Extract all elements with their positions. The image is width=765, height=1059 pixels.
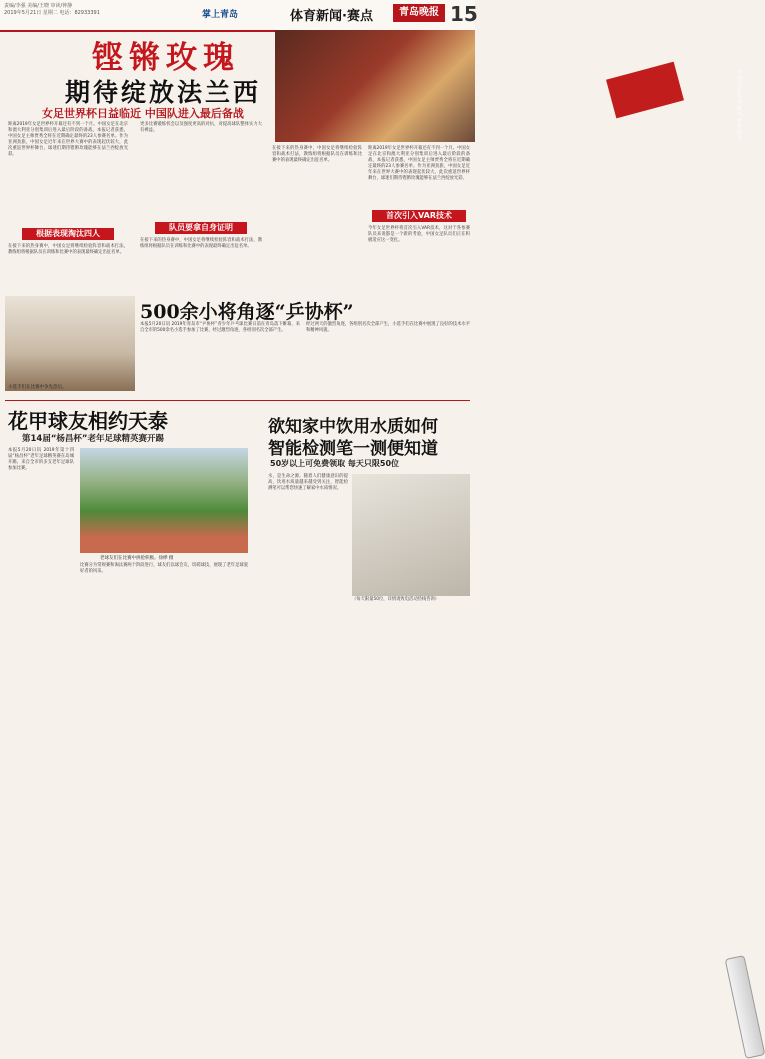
subtitle-water: 50岁以上可免费领取 每天只限50位 — [270, 459, 400, 468]
edition-line: 责编/李强 美编/王晓 审读/钟静 — [4, 3, 73, 9]
article1-col4: 距离2019年女足世界杯开幕还有不到一个月。中国女足在北京和澳大利亚分别集训后进入最后阶段的备战，本报记者获悉，中国女足主帅贾秀全将在近期确定最终的23人参赛名单。作为亚洲劲旅，中国女足近年来在世界大赛中的表现起伏较大，此次重返世界杯舞台，球迷们期待铿锵玫瑰能够在法兰西绽放光彩。 — [368, 146, 470, 182]
subtitle-senior-football: 第14届“杨昌杯”老年足球精英赛开踢 — [22, 434, 165, 444]
article1-col3: 在接下来的热身赛中，中国女足将继续检验阵容和战术打法，教练组将根据队员在训练和比赛中的表现最终确定出征名单。 — [272, 146, 362, 164]
headline-table-tennis: 500余小将角逐“乒协杯” — [140, 301, 354, 323]
table-tennis-photo — [5, 296, 135, 391]
page-number: 15 — [450, 2, 478, 26]
headline-water-line2: 智能检测笔一测便知道 — [268, 439, 438, 459]
article2-col2: 经过两天的激烈角逐，各组别名次全部产生，小选手们在比赛中展现了良好的技术水平和精神风貌。 — [306, 322, 470, 334]
photo-caption-2: 小选手们在比赛中争先恐后。 — [8, 385, 67, 390]
article1-col4b: 今年女足世界杯将首次引入VAR技术，这对于各参赛队员来说都是一个新的考验，中国女足队员们正在积极适应这一变化。 — [368, 226, 470, 244]
senior-football-photo — [80, 448, 248, 553]
article3-col2: 比赛分为常规赛和淘汰赛两个阶段进行，球友们以球会友，切磋球技，展现了老年足球爱好者的风采。 — [80, 563, 248, 575]
article4-col1: 水，是生命之源。随着人们健康意识的提高，饮用水质量越来越受到关注，智能检测笔可以帮您快速了解家中水质情况。 — [268, 474, 348, 492]
article1-col2: 更多比赛锻炼机会以及强度更高的对抗，对提高球队整体实力大有裨益。 — [140, 122, 262, 134]
subhead-3: 首次引入VAR技术 — [372, 210, 466, 222]
section-title: 体育新闻·赛点 — [290, 9, 373, 24]
photo-caption-3: 老球友们在比赛中拼抢积极。徐桦 摄 — [100, 556, 174, 561]
subhead-1: 根据表现淘汰四人 — [22, 228, 114, 240]
masthead-meta — [4, 3, 100, 17]
headline-subtitle: 女足世界杯日益临近 中国队进入最后备战 — [42, 107, 244, 120]
photo-caption-4: （每天限量50位，详情请致电活动热线咨询） — [352, 597, 440, 602]
photo-caption-1: 中国女足在训练中。新华社发 — [737, 70, 748, 142]
article3-col1: 本报5月20日讯 2019年第十四届“杨昌杯”老年足球精英赛在岛城开踢，来自全市的多支老年足球队参加比赛。 — [8, 448, 74, 472]
headline-main: 期待绽放法兰西 — [65, 78, 262, 107]
paper-logo: 青岛晚报 — [393, 4, 445, 22]
womens-team-photo — [275, 30, 748, 142]
masthead — [0, 0, 478, 32]
article1-col2b: 在接下来的热身赛中，中国女足将继续检验阵容和战术打法，教练组将根据队员在训练和比赛中的表现最终确定出征名单。 — [140, 238, 262, 250]
water-tester-photo — [352, 474, 470, 596]
date-line: 2019年5月21日 星期二 电话：82933391 — [4, 10, 100, 16]
article1-col1b: 在接下来的热身赛中，中国女足将继续检验阵容和战术打法，教练组将根据队员在训练和比赛中的表现最终确定出征名单。 — [8, 244, 128, 256]
section-divider — [5, 400, 470, 401]
headline-kicker: 铿锵玫瑰 — [92, 40, 240, 76]
photo-scarf — [606, 62, 684, 119]
water-test-pen — [725, 955, 765, 1059]
headline-senior-football: 花甲球友相约天泰 — [8, 409, 168, 433]
subhead-2: 队员要拿自身证明 — [155, 222, 247, 234]
article2-col1: 本报5月20日讯 2019年青岛市“乒协杯”青少年乒乓球比赛日前在青岛落下帷幕，来自全市的500余名小选手参加了比赛，经过激烈角逐，各组别名次全部产生。 — [140, 322, 300, 334]
app-name: 掌上青岛 — [202, 10, 239, 20]
headline-water-line1: 欲知家中饮用水质如何 — [268, 417, 438, 437]
article1-col1: 距离2019年女足世界杯开幕还有不到一个月。中国女足在北京和澳大利亚分别集训后进入最后阶段的备战，本报记者获悉，中国女足主帅贾秀全将在近期确定最终的23人参赛名单。作为亚洲劲旅，中国女足近年来在世界大赛中的表现起伏较大，此次重返世界杯舞台，球迷们期待铿锵玫瑰能够在法兰西绽放光彩。 — [8, 122, 128, 158]
